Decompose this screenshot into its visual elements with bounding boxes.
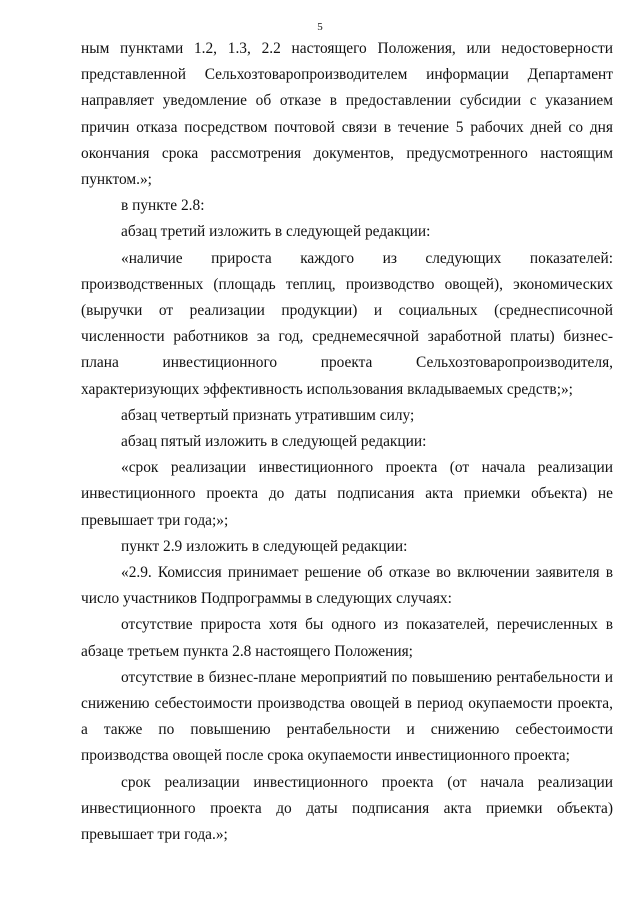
paragraph-item-2-9: пункт 2.9 изложить в следующей редакции: [121,537,408,555]
paragraph-fifth-abzac: абзац пятый изложить в следующей редакции: [121,433,427,451]
paragraph-item-2-8: в пункте 2.8: [121,197,205,215]
document-body [81,36,613,848]
paragraph-third-abzac: абзац третий изложить в следующей редакции: [121,223,431,241]
paragraph-quote-growth: «наличие прироста каждого из следующих показателей: производственных (площадь теплиц, производство овощей), экономических (выручки от реализации продукции) и социальных (среднесписочной численности работников за год, среднемесячной заработной платы) бизнес-плана инвестиционного проекта Сельхозтоваропроизводителя, характеризующих эффективность использования вкладываемых средств;»; [81,249,613,398]
paragraph-case-term: срок реализации инвестиционного проекта (от начала реализации инвестиционного проекта до даты подписания акта приемки объекта) превышает три года.»; [81,773,613,844]
paragraph-case-business-plan: отсутствие в бизнес-плане мероприятий по повышению рентабельности и снижению себестоимости производства овощей в период окупаемости проекта, а также по повышению рентабельности и снижению себестоимости производства овощей после срока окупаемости инвестиционного проекта; [81,668,613,765]
paragraph-case-growth: отсутствие прироста хотя бы одного из показателей, перечисленных в абзаце третьем пункта 2.8 настоящего Положения; [81,616,613,660]
page-number: 5 [317,21,323,33]
paragraph-continuation: ным пунктами 1.2, 1.3, 2.2 настоящего Положения, или недостоверности представленной Сельхозтоваропроизводителем информации Департамент направляет уведомление об отказе в предоставлении субсидии с указанием причин отказа посредством почтовой связи в течение 5 рабочих дней со дня окончания срока рассмотрения документов, предусмотренного настоящим пунктом.»; [81,40,613,189]
paragraph-fourth-abzac: абзац четвертый признать утратившим силу; [121,406,415,424]
paragraph-quote-term: «срок реализации инвестиционного проекта (от начала реализации инвестиционного проекта до даты подписания акта приемки объекта) не превышает три года;»; [81,459,613,529]
paragraph-quote-2-9: «2.9. Комиссия принимает решение об отказе во включении заявителя в число участников Подпрограммы в следующих случаях: [81,564,613,608]
